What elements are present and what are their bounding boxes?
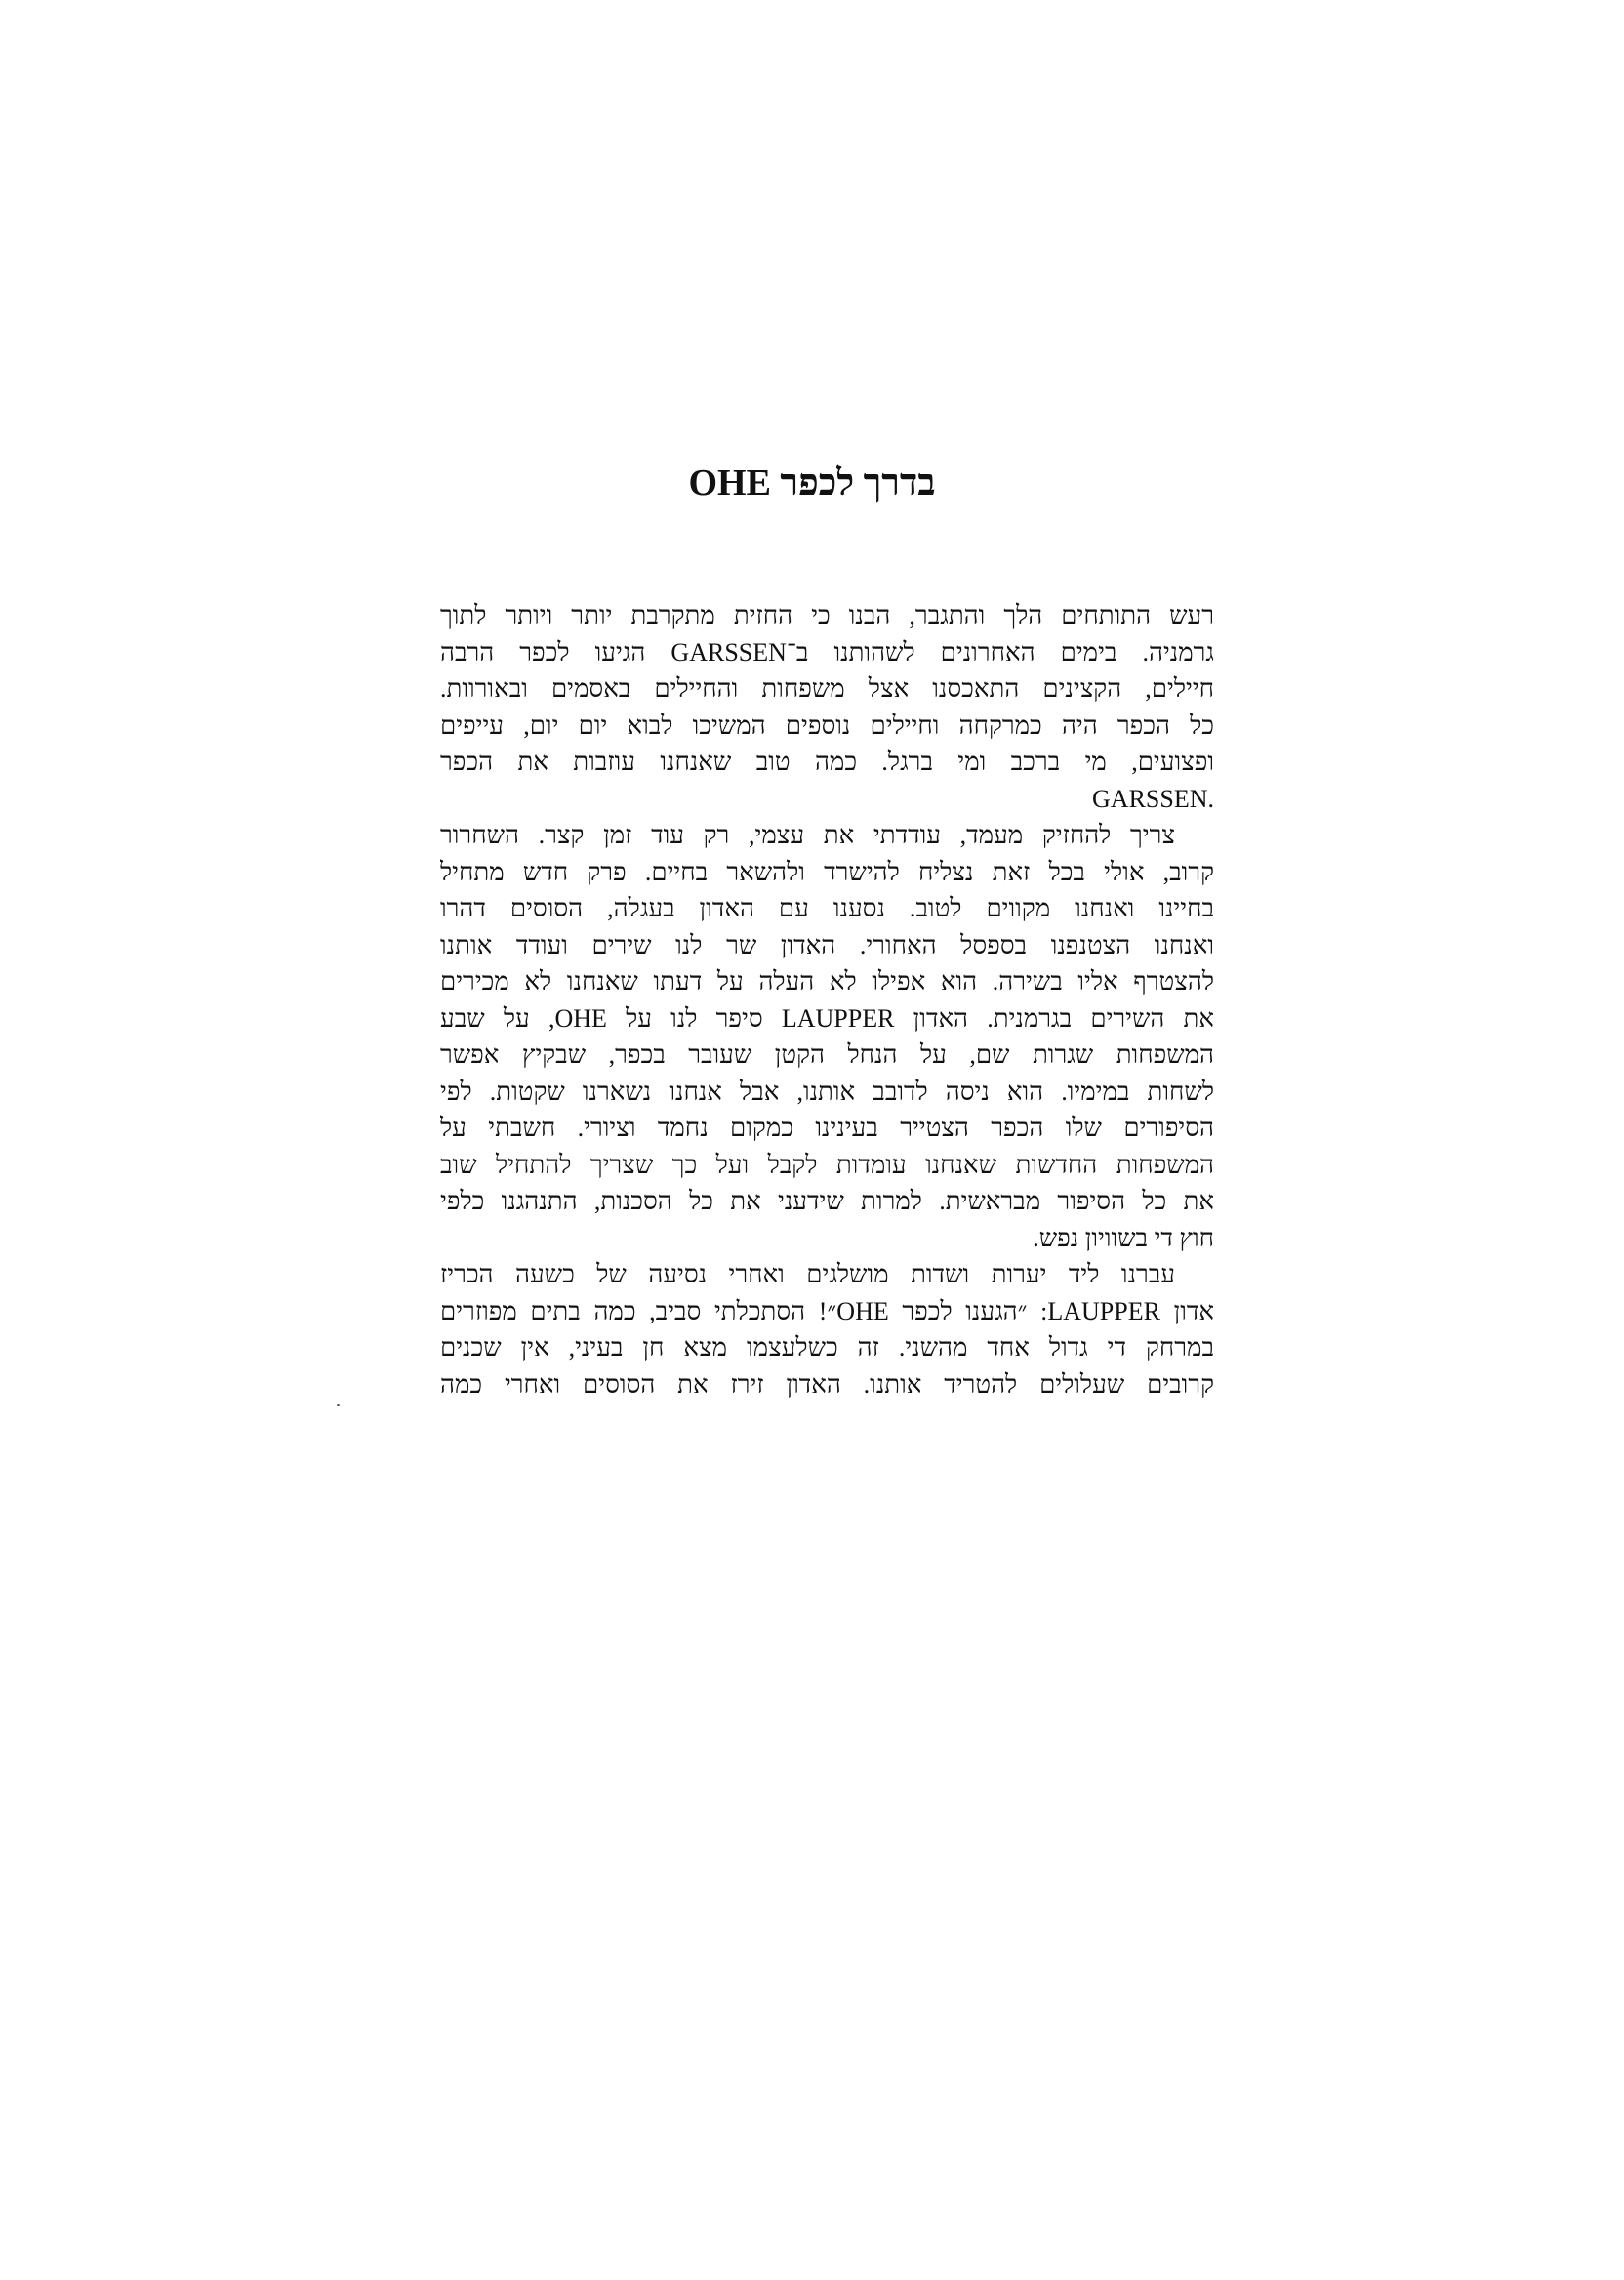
text-line: קרובים שעלולים להטריד אותנו. האדון זירז את הסוסים ואחרי כמה xyxy=(440,1369,1214,1399)
text-line: ואנחנו הצטנפנו בספסל האחורי. האדון שר לנו שירים ועודד אותנו xyxy=(440,930,1214,959)
chapter-title: בדרך לכפר OHE xyxy=(688,463,936,504)
text-line: המשפחות החדשות שאנחנו עומדות לקבל ועל כך שצריך להתחיל שוב xyxy=(440,1150,1214,1179)
text-line: את השירים בגרמנית. האדון LAUPPER סיפר לנו על OHE, על שבע xyxy=(440,1003,1214,1033)
text-line: המשפחות שגרות שם, על הנחל הקטן שעובר בכפר, שבקיץ אפשר xyxy=(440,1040,1214,1069)
text-line: חיילים, הקצינים התאכסנו אצל משפחות והחיילים באסמים ובאורוות. xyxy=(440,674,1214,703)
paragraph xyxy=(440,597,1214,817)
paragraph xyxy=(440,1256,1214,1403)
scan-speck xyxy=(337,1404,340,1406)
text-line: להצטרף אליו בשירה. הוא אפילו לא העלה על דעתו שאנחנו לא מכירים xyxy=(440,967,1214,996)
text-line: כל הכפר היה כמרקחה וחיילים נוספים המשיכו לבוא יום יום, עייפים xyxy=(440,711,1214,740)
text-line: חוץ די בשוויון נפש. xyxy=(1033,1223,1214,1252)
text-line: ופצועים, מי ברכב ומי ברגל. כמה טוב שאנחנו עוזבות את הכפר xyxy=(440,748,1214,776)
text-line: קרוב, אולי בכל זאת נצליח להישרד ולהשאר בחיים. פרק חדש מתחיל xyxy=(440,857,1214,886)
text-line: בחיינו ואנחנו מקווים לטוב. נסענו עם האדון בעגלה, הסוסים דהרו xyxy=(440,894,1214,922)
text-line: במרחק די גדול אחד מהשני. זה כשלעצמו מצא חן בעיני, אין שכנים xyxy=(440,1333,1214,1362)
chapter-body xyxy=(440,597,1214,1403)
text-line: רעש התותחים הלך והתגבר, הבנו כי החזית מתקרבת יותר ויותר לתוך xyxy=(440,601,1214,630)
paragraph xyxy=(440,817,1214,1256)
text-line: אדון LAUPPER: ״הגענו לכפר OHE״! הסתכלתי סביב, כמה בתים מפוזרים xyxy=(440,1296,1214,1325)
text-line: עברנו ליד יערות ושדות מושלגים ואחרי נסיעה של כשעה הכריז xyxy=(440,1260,1175,1288)
text-line: צריך להחזיק מעמד, עודדתי את עצמי, רק עוד זמן קצר. השחרור xyxy=(440,821,1175,849)
text-line: גרמניה. בימים האחרונים לשהותנו ב־GARSSEN הגיעו לכפר הרבה xyxy=(440,637,1214,667)
text-line: לשחות במימיו. הוא ניסה לדובב אותנו, אבל אנחנו נשארנו שקטות. לפי xyxy=(440,1077,1214,1106)
text-line: הסיפורים שלו הכפר הצטייר בעינינו כמקום נחמד וציורי. חשבתי על xyxy=(440,1114,1214,1142)
text-line: את כל הסיפור מבראשית. למרות שידעני את כל הסכנות, התנהגנו כלפי xyxy=(440,1187,1214,1215)
text-line: GARSSEN. xyxy=(1092,784,1214,813)
